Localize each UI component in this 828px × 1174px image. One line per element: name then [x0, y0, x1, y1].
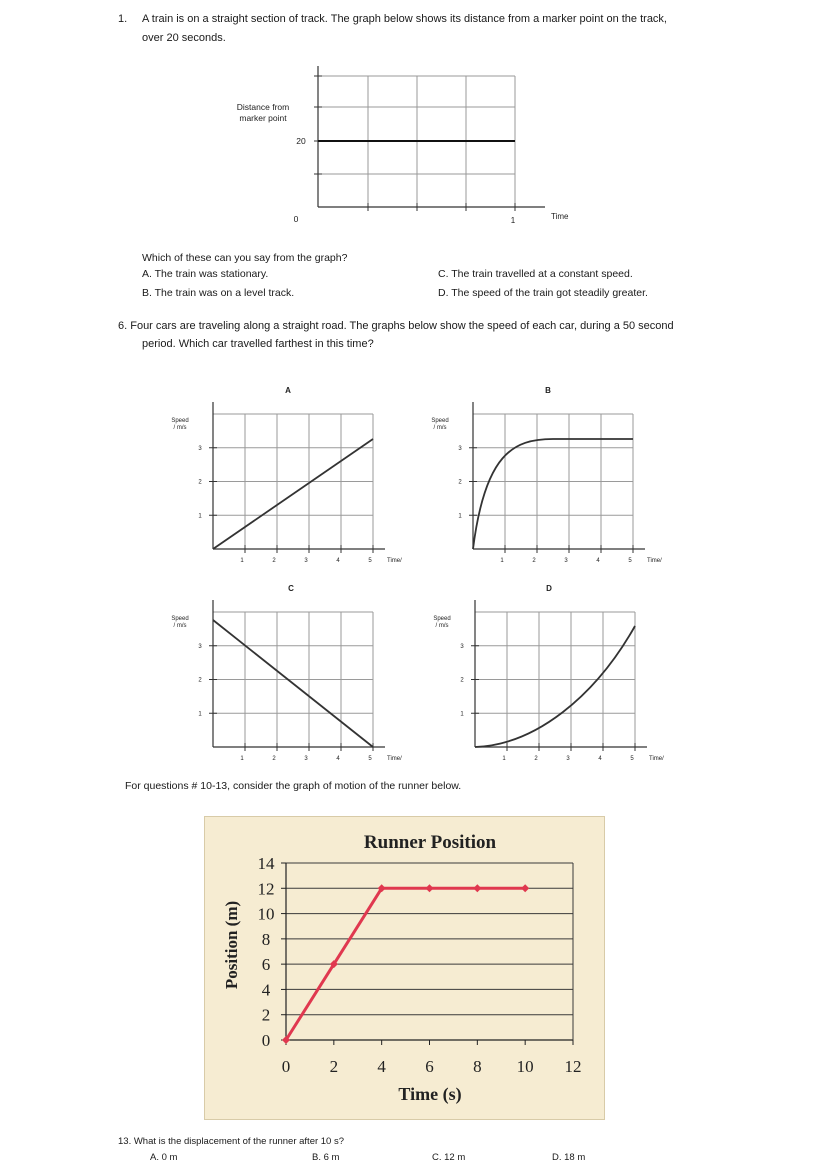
- y-tick-label: 1: [458, 513, 462, 520]
- ylabel-line2: marker point: [239, 113, 287, 123]
- q1-prompt: Which of these can you say from the graph?: [142, 252, 348, 264]
- x-tick-label: 1: [502, 756, 506, 762]
- y-axis-label: Speed: [171, 616, 189, 622]
- x-tick-label: 0: [281, 1057, 291, 1076]
- y-tick-label: 2: [198, 479, 202, 486]
- y-tick-label: 3: [460, 643, 464, 650]
- x-tick-label: 4: [598, 756, 602, 762]
- y-tick-label: 2: [460, 677, 464, 684]
- chart-ylabel: Position (m): [222, 900, 241, 990]
- graph-letter: B: [545, 386, 551, 395]
- q1-option-d[interactable]: D. The speed of the train got steadily greater.: [438, 287, 648, 299]
- graph-letter: D: [546, 584, 552, 593]
- y-tick-label: 2: [458, 479, 462, 486]
- x-tick-label: 3: [304, 756, 308, 762]
- x-tick-label: 1: [500, 558, 504, 564]
- runner-intro: For questions # 10-13, consider the graph of motion of the runner below.: [125, 780, 462, 792]
- x-tick-label: 12: [564, 1057, 582, 1076]
- q1-text-line1: A train is on a straight section of track. The graph below shows its distance from a marker point on the track,: [142, 13, 667, 25]
- x-axis-label: Time/: [647, 558, 662, 564]
- y-tick-20: 20: [296, 136, 306, 146]
- x-tick-label: 2: [272, 558, 276, 564]
- x-tick-label: 4: [336, 558, 340, 564]
- y-tick-0: 0: [293, 214, 299, 224]
- y-tick-label: 1: [198, 711, 202, 718]
- x-tick-label: 2: [534, 756, 538, 762]
- q13-option-b[interactable]: B. 6 m: [312, 1152, 340, 1163]
- x-axis-label: Time/: [387, 756, 402, 762]
- x-tick-label: 3: [564, 558, 568, 564]
- q6-text-line1: 6. Four cars are traveling along a straight road. The graphs below show the speed of each car, during a 50 second: [118, 320, 674, 332]
- x-tick-label: 4: [596, 558, 600, 564]
- q13-option-c[interactable]: C. 12 m: [432, 1152, 466, 1163]
- x-tick-label: 5: [368, 756, 372, 762]
- y-tick-label: 3: [198, 643, 202, 650]
- x-tick-label: 1: [240, 558, 244, 564]
- y-tick-label: 14: [257, 854, 275, 873]
- y-tick-label: 2: [198, 677, 202, 684]
- x-tick-label: 10: [516, 1057, 534, 1076]
- x-tick-label: 3: [566, 756, 570, 762]
- y-axis-unit: / m/s: [435, 623, 449, 629]
- q13-option-d[interactable]: D. 18 m: [552, 1152, 586, 1163]
- q1-number: 1.: [118, 13, 128, 25]
- ylabel-line1: Distance from: [236, 102, 290, 112]
- q1-option-a[interactable]: A. The train was stationary.: [142, 268, 269, 280]
- chart-title: Runner Position: [363, 832, 497, 853]
- x-axis-label: Time: [551, 212, 569, 221]
- y-tick-label: 3: [198, 445, 202, 452]
- y-axis-unit: / m/s: [433, 425, 447, 431]
- x-tick-label: 6: [425, 1057, 434, 1076]
- y-tick-label: 0: [261, 1031, 271, 1050]
- graph-letter: A: [285, 386, 291, 395]
- y-tick-label: 1: [198, 513, 202, 520]
- y-axis-unit: / m/s: [173, 425, 187, 431]
- data-point: [473, 884, 481, 892]
- x-tick-label: 4: [377, 1057, 386, 1076]
- y-axis-unit: / m/s: [173, 623, 187, 629]
- x-tick-label: 5: [368, 558, 372, 564]
- y-tick-label: 3: [458, 445, 462, 452]
- x-tick-label: 4: [336, 756, 340, 762]
- x-tick-label: 2: [272, 756, 276, 762]
- x-tick-label: 2: [532, 558, 536, 564]
- y-axis-label: Speed: [171, 418, 189, 424]
- x-axis-label: Time/: [649, 756, 664, 762]
- x-tick-label: 1: [240, 756, 244, 762]
- graph-letter: C: [288, 584, 294, 593]
- y-tick-label: 4: [261, 980, 271, 1000]
- y-axis-label: Speed: [433, 616, 451, 622]
- y-tick-label: 6: [261, 955, 271, 975]
- y-tick-label: 10: [257, 904, 275, 924]
- x-tick-label: 8: [473, 1057, 482, 1076]
- chart-xlabel: Time (s): [398, 1084, 462, 1104]
- q1-option-b[interactable]: B. The train was on a level track.: [142, 287, 295, 299]
- q13-option-a[interactable]: A. 0 m: [150, 1152, 178, 1163]
- y-tick-label: 2: [261, 1005, 271, 1025]
- data-point: [521, 884, 529, 892]
- q6-text-line2: period. Which car travelled farthest in this time?: [142, 338, 374, 350]
- x-tick-label: 2: [329, 1057, 339, 1076]
- x-tick-1: 1: [510, 216, 516, 225]
- data-point: [426, 884, 434, 892]
- x-tick-label: 3: [304, 558, 308, 564]
- q1-text-line2: over 20 seconds.: [142, 32, 226, 44]
- y-tick-label: 12: [257, 879, 275, 899]
- y-tick-label: 1: [460, 711, 464, 718]
- y-tick-label: 8: [261, 929, 271, 949]
- x-tick-label: 5: [630, 756, 634, 762]
- x-tick-label: 5: [628, 558, 632, 564]
- y-axis-label: Speed: [431, 418, 449, 424]
- x-axis-label: Time/: [387, 558, 402, 564]
- q13-question: 13. What is the displacement of the runner after 10 s?: [118, 1136, 345, 1147]
- q1-option-c[interactable]: C. The train travelled at a constant speed.: [438, 268, 633, 280]
